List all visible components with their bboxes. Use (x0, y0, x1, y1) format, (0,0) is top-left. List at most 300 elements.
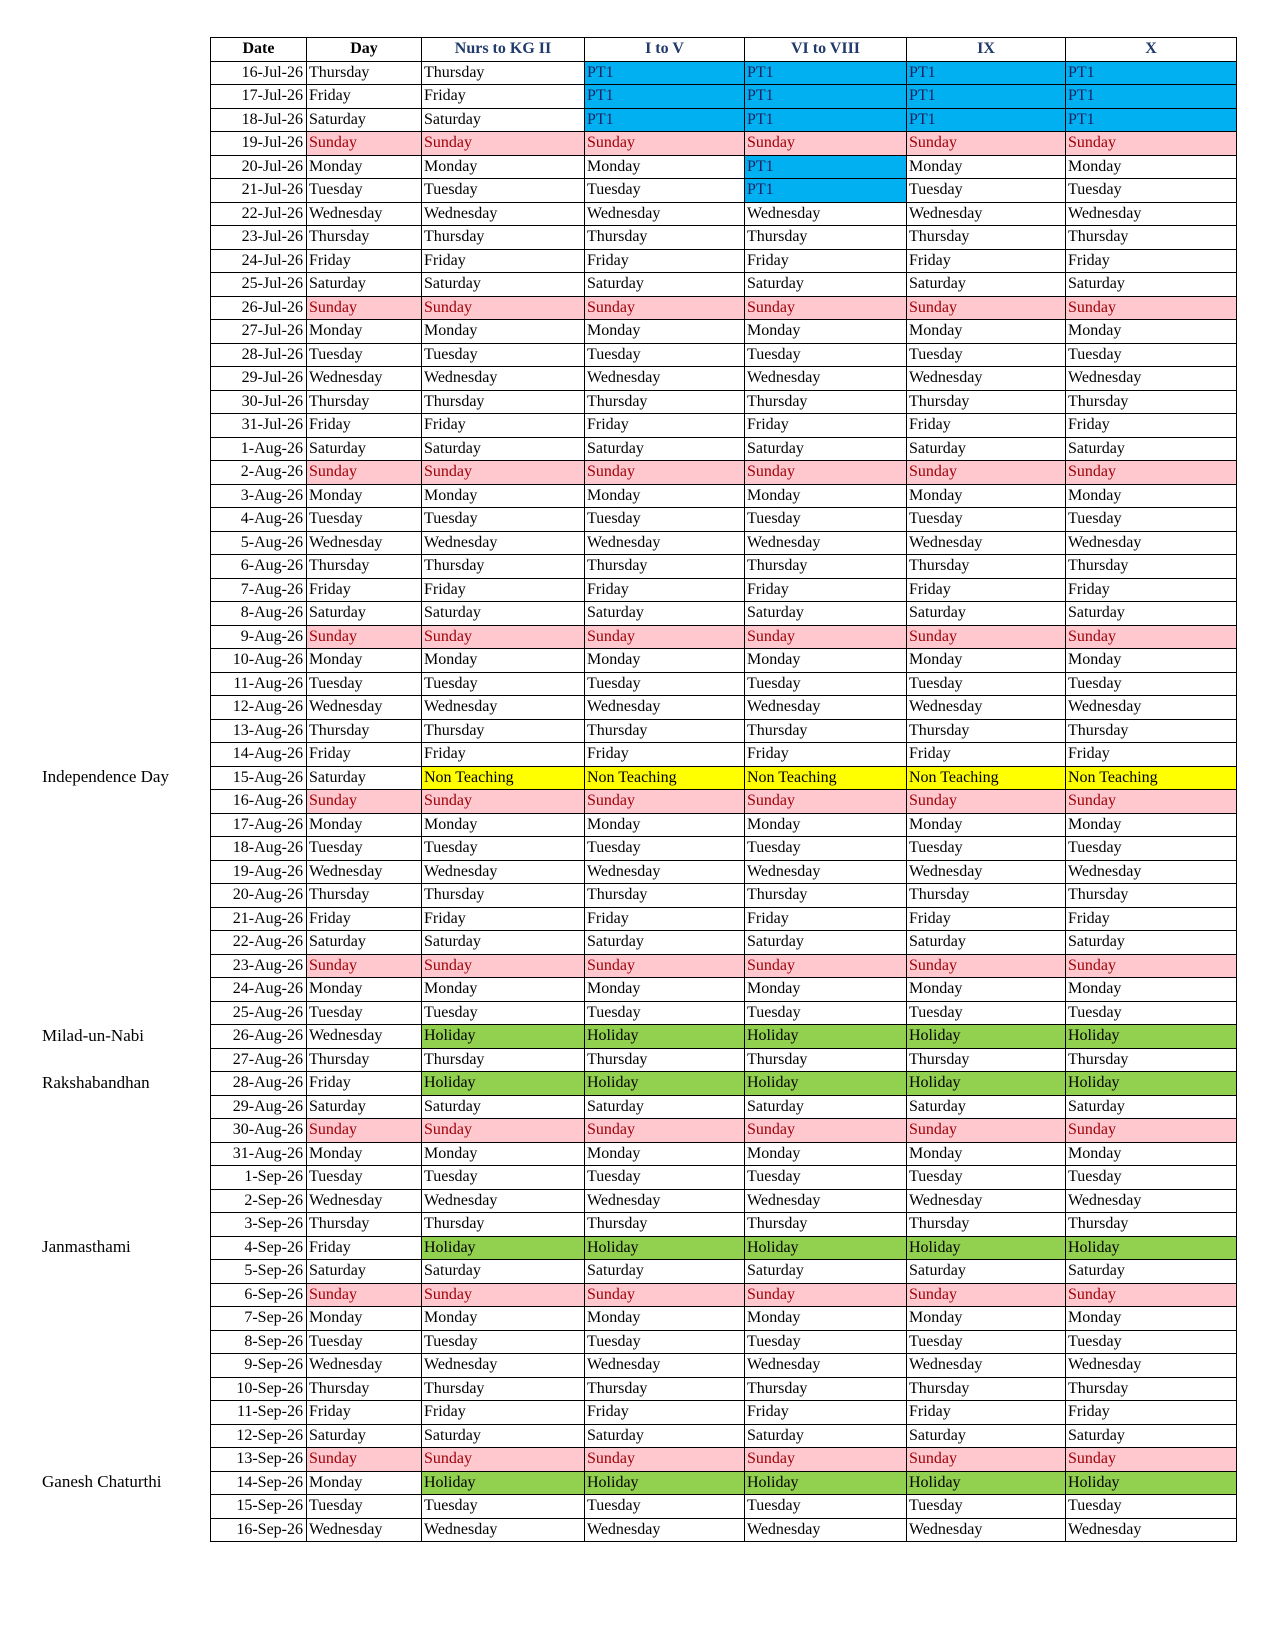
nurs-kg2-cell: Friday (422, 1401, 585, 1425)
date-cell: 21-Jul-26 (211, 179, 307, 203)
table-row (211, 1354, 1237, 1378)
day-cell: Thursday (307, 555, 422, 579)
ix-cell: Tuesday (907, 837, 1066, 861)
date-cell: 3-Sep-26 (211, 1213, 307, 1237)
nurs-kg2-cell: Thursday (422, 1048, 585, 1072)
date-cell: 8-Aug-26 (211, 602, 307, 626)
date-cell: 23-Jul-26 (211, 226, 307, 250)
nurs-kg2-cell: Wednesday (422, 860, 585, 884)
table-row (211, 1236, 1237, 1260)
nurs-kg2-cell: Friday (422, 743, 585, 767)
x-cell: Thursday (1066, 390, 1237, 414)
i-to-v-cell: Friday (585, 414, 745, 438)
date-cell: 18-Jul-26 (211, 108, 307, 132)
day-cell: Saturday (307, 931, 422, 955)
day-cell: Wednesday (307, 367, 422, 391)
vi-to-viii-cell: Sunday (745, 461, 907, 485)
nurs-kg2-cell: Saturday (422, 1424, 585, 1448)
date-cell: 2-Aug-26 (211, 461, 307, 485)
date-cell: 26-Jul-26 (211, 296, 307, 320)
i-to-v-cell: Wednesday (585, 531, 745, 555)
vi-to-viii-cell: Saturday (745, 437, 907, 461)
date-cell: 19-Jul-26 (211, 132, 307, 156)
table-row (211, 1283, 1237, 1307)
x-cell: PT1 (1066, 108, 1237, 132)
nurs-kg2-cell: Monday (422, 978, 585, 1002)
x-cell: Saturday (1066, 273, 1237, 297)
ix-cell: Friday (907, 743, 1066, 767)
x-cell: Tuesday (1066, 1166, 1237, 1190)
table-row (211, 1448, 1237, 1472)
ix-cell: Saturday (907, 1260, 1066, 1284)
i-to-v-cell: Monday (585, 155, 745, 179)
date-cell: 4-Sep-26 (211, 1236, 307, 1260)
vi-to-viii-cell: Sunday (745, 1119, 907, 1143)
table-row (211, 108, 1237, 132)
table-row (211, 484, 1237, 508)
i-to-v-cell: Wednesday (585, 1189, 745, 1213)
i-to-v-cell: Tuesday (585, 508, 745, 532)
date-cell: 28-Jul-26 (211, 343, 307, 367)
i-to-v-cell: Friday (585, 1401, 745, 1425)
header-ix: IX (907, 38, 1066, 62)
nurs-kg2-cell: Thursday (422, 884, 585, 908)
nurs-kg2-cell: Sunday (422, 296, 585, 320)
x-cell: PT1 (1066, 61, 1237, 85)
table-row (211, 296, 1237, 320)
date-cell: 5-Sep-26 (211, 1260, 307, 1284)
date-cell: 7-Sep-26 (211, 1307, 307, 1331)
date-cell: 30-Jul-26 (211, 390, 307, 414)
nurs-kg2-cell: Thursday (422, 226, 585, 250)
vi-to-viii-cell: PT1 (745, 108, 907, 132)
vi-to-viii-cell: Thursday (745, 884, 907, 908)
day-cell: Thursday (307, 390, 422, 414)
x-cell: Non Teaching (1066, 766, 1237, 790)
ix-cell: Saturday (907, 1424, 1066, 1448)
ix-cell: Monday (907, 1307, 1066, 1331)
x-cell: Saturday (1066, 437, 1237, 461)
vi-to-viii-cell: Friday (745, 249, 907, 273)
nurs-kg2-cell: Tuesday (422, 343, 585, 367)
x-cell: Monday (1066, 1142, 1237, 1166)
x-cell: Monday (1066, 813, 1237, 837)
ix-cell: Wednesday (907, 367, 1066, 391)
vi-to-viii-cell: Monday (745, 1142, 907, 1166)
ix-cell: Tuesday (907, 508, 1066, 532)
vi-to-viii-cell: Wednesday (745, 860, 907, 884)
i-to-v-cell: Monday (585, 813, 745, 837)
day-cell: Tuesday (307, 508, 422, 532)
day-cell: Monday (307, 320, 422, 344)
table-row (211, 978, 1237, 1002)
x-cell: Monday (1066, 320, 1237, 344)
i-to-v-cell: Friday (585, 249, 745, 273)
nurs-kg2-cell: Monday (422, 1142, 585, 1166)
i-to-v-cell: Monday (585, 978, 745, 1002)
nurs-kg2-cell: Thursday (422, 390, 585, 414)
x-cell: Saturday (1066, 1260, 1237, 1284)
nurs-kg2-cell: Friday (422, 249, 585, 273)
i-to-v-cell: Wednesday (585, 860, 745, 884)
nurs-kg2-cell: Tuesday (422, 837, 585, 861)
vi-to-viii-cell: Saturday (745, 602, 907, 626)
x-cell: PT1 (1066, 85, 1237, 109)
date-cell: 29-Aug-26 (211, 1095, 307, 1119)
ix-cell: Monday (907, 978, 1066, 1002)
x-cell: Friday (1066, 414, 1237, 438)
vi-to-viii-cell: PT1 (745, 155, 907, 179)
table-row (211, 860, 1237, 884)
vi-to-viii-cell: Friday (745, 578, 907, 602)
vi-to-viii-cell: Saturday (745, 1424, 907, 1448)
nurs-kg2-cell: Tuesday (422, 1330, 585, 1354)
vi-to-viii-cell: Tuesday (745, 1166, 907, 1190)
ix-cell: PT1 (907, 85, 1066, 109)
nurs-kg2-cell: Tuesday (422, 179, 585, 203)
day-cell: Sunday (307, 296, 422, 320)
nurs-kg2-cell: Tuesday (422, 1001, 585, 1025)
table-row (211, 719, 1237, 743)
i-to-v-cell: Wednesday (585, 696, 745, 720)
vi-to-viii-cell: Thursday (745, 1213, 907, 1237)
ix-cell: Saturday (907, 931, 1066, 955)
ix-cell: Tuesday (907, 672, 1066, 696)
holiday-note: Rakshabandhan (42, 1072, 150, 1092)
day-cell: Wednesday (307, 1354, 422, 1378)
header-row (211, 38, 1237, 62)
i-to-v-cell: Saturday (585, 273, 745, 297)
date-cell: 22-Jul-26 (211, 202, 307, 226)
day-cell: Friday (307, 743, 422, 767)
ix-cell: Sunday (907, 1283, 1066, 1307)
date-cell: 13-Sep-26 (211, 1448, 307, 1472)
x-cell: Sunday (1066, 461, 1237, 485)
ix-cell: Friday (907, 907, 1066, 931)
table-row (211, 602, 1237, 626)
vi-to-viii-cell: Holiday (745, 1236, 907, 1260)
day-cell: Saturday (307, 1260, 422, 1284)
nurs-kg2-cell: Holiday (422, 1025, 585, 1049)
day-cell: Wednesday (307, 1189, 422, 1213)
vi-to-viii-cell: Tuesday (745, 1330, 907, 1354)
vi-to-viii-cell: Monday (745, 1307, 907, 1331)
day-cell: Wednesday (307, 696, 422, 720)
table-row (211, 367, 1237, 391)
nurs-kg2-cell: Wednesday (422, 1354, 585, 1378)
table-row (211, 1330, 1237, 1354)
date-cell: 31-Jul-26 (211, 414, 307, 438)
x-cell: Thursday (1066, 719, 1237, 743)
date-cell: 9-Aug-26 (211, 625, 307, 649)
x-cell: Monday (1066, 155, 1237, 179)
date-cell: 11-Aug-26 (211, 672, 307, 696)
i-to-v-cell: Sunday (585, 954, 745, 978)
x-cell: Sunday (1066, 790, 1237, 814)
nurs-kg2-cell: Monday (422, 155, 585, 179)
date-cell: 15-Aug-26 (211, 766, 307, 790)
ix-cell: Tuesday (907, 343, 1066, 367)
date-cell: 16-Jul-26 (211, 61, 307, 85)
day-cell: Tuesday (307, 1166, 422, 1190)
vi-to-viii-cell: Thursday (745, 719, 907, 743)
date-cell: 5-Aug-26 (211, 531, 307, 555)
vi-to-viii-cell: Saturday (745, 1260, 907, 1284)
ix-cell: Sunday (907, 132, 1066, 156)
table-row (211, 226, 1237, 250)
nurs-kg2-cell: Tuesday (422, 508, 585, 532)
nurs-kg2-cell: Non Teaching (422, 766, 585, 790)
x-cell: Wednesday (1066, 1354, 1237, 1378)
x-cell: Wednesday (1066, 531, 1237, 555)
date-cell: 14-Aug-26 (211, 743, 307, 767)
x-cell: Holiday (1066, 1236, 1237, 1260)
date-cell: 7-Aug-26 (211, 578, 307, 602)
table-row (211, 555, 1237, 579)
x-cell: Saturday (1066, 1095, 1237, 1119)
i-to-v-cell: Thursday (585, 226, 745, 250)
i-to-v-cell: Saturday (585, 1424, 745, 1448)
day-cell: Saturday (307, 766, 422, 790)
vi-to-viii-cell: Tuesday (745, 837, 907, 861)
table-row (211, 1213, 1237, 1237)
nurs-kg2-cell: Friday (422, 414, 585, 438)
i-to-v-cell: Holiday (585, 1025, 745, 1049)
table-row (211, 649, 1237, 673)
nurs-kg2-cell: Monday (422, 813, 585, 837)
nurs-kg2-cell: Monday (422, 649, 585, 673)
nurs-kg2-cell: Saturday (422, 1260, 585, 1284)
day-cell: Monday (307, 1307, 422, 1331)
vi-to-viii-cell: Friday (745, 414, 907, 438)
vi-to-viii-cell: PT1 (745, 179, 907, 203)
day-cell: Monday (307, 1142, 422, 1166)
day-cell: Sunday (307, 461, 422, 485)
day-cell: Thursday (307, 1377, 422, 1401)
ix-cell: Tuesday (907, 1495, 1066, 1519)
nurs-kg2-cell: Thursday (422, 1213, 585, 1237)
ix-cell: Sunday (907, 461, 1066, 485)
vi-to-viii-cell: Friday (745, 1401, 907, 1425)
date-cell: 25-Jul-26 (211, 273, 307, 297)
x-cell: Sunday (1066, 296, 1237, 320)
nurs-kg2-cell: Saturday (422, 437, 585, 461)
i-to-v-cell: Sunday (585, 625, 745, 649)
day-cell: Tuesday (307, 179, 422, 203)
date-cell: 29-Jul-26 (211, 367, 307, 391)
i-to-v-cell: Wednesday (585, 202, 745, 226)
vi-to-viii-cell: Tuesday (745, 1001, 907, 1025)
ix-cell: Sunday (907, 1119, 1066, 1143)
i-to-v-cell: Wednesday (585, 1518, 745, 1542)
ix-cell: Saturday (907, 1095, 1066, 1119)
date-cell: 23-Aug-26 (211, 954, 307, 978)
x-cell: Holiday (1066, 1072, 1237, 1096)
i-to-v-cell: Non Teaching (585, 766, 745, 790)
day-cell: Wednesday (307, 202, 422, 226)
date-cell: 12-Sep-26 (211, 1424, 307, 1448)
nurs-kg2-cell: Sunday (422, 1283, 585, 1307)
ix-cell: Holiday (907, 1236, 1066, 1260)
x-cell: Friday (1066, 249, 1237, 273)
i-to-v-cell: Wednesday (585, 1354, 745, 1378)
day-cell: Friday (307, 414, 422, 438)
vi-to-viii-cell: Holiday (745, 1471, 907, 1495)
table-row (211, 954, 1237, 978)
header-x: X (1066, 38, 1237, 62)
vi-to-viii-cell: Saturday (745, 931, 907, 955)
i-to-v-cell: Tuesday (585, 1495, 745, 1519)
date-cell: 16-Aug-26 (211, 790, 307, 814)
i-to-v-cell: Friday (585, 907, 745, 931)
date-cell: 3-Aug-26 (211, 484, 307, 508)
vi-to-viii-cell: Monday (745, 813, 907, 837)
ix-cell: Wednesday (907, 860, 1066, 884)
x-cell: Holiday (1066, 1025, 1237, 1049)
nurs-kg2-cell: Wednesday (422, 531, 585, 555)
vi-to-viii-cell: Tuesday (745, 508, 907, 532)
day-cell: Saturday (307, 1424, 422, 1448)
ix-cell: Sunday (907, 625, 1066, 649)
day-cell: Thursday (307, 1213, 422, 1237)
date-cell: 19-Aug-26 (211, 860, 307, 884)
nurs-kg2-cell: Wednesday (422, 202, 585, 226)
x-cell: Tuesday (1066, 1330, 1237, 1354)
vi-to-viii-cell: Thursday (745, 390, 907, 414)
x-cell: Friday (1066, 743, 1237, 767)
table-row (211, 249, 1237, 273)
day-cell: Monday (307, 1471, 422, 1495)
table-row (211, 696, 1237, 720)
ix-cell: Monday (907, 813, 1066, 837)
day-cell: Sunday (307, 790, 422, 814)
x-cell: Saturday (1066, 1424, 1237, 1448)
vi-to-viii-cell: Saturday (745, 1095, 907, 1119)
table-row (211, 390, 1237, 414)
ix-cell: Saturday (907, 602, 1066, 626)
day-cell: Tuesday (307, 1330, 422, 1354)
date-cell: 26-Aug-26 (211, 1025, 307, 1049)
table-row (211, 508, 1237, 532)
header-vi-to-viii: VI to VIII (745, 38, 907, 62)
i-to-v-cell: Sunday (585, 132, 745, 156)
day-cell: Wednesday (307, 1518, 422, 1542)
x-cell: Monday (1066, 978, 1237, 1002)
i-to-v-cell: Thursday (585, 555, 745, 579)
nurs-kg2-cell: Wednesday (422, 367, 585, 391)
nurs-kg2-cell: Saturday (422, 108, 585, 132)
table-row (211, 813, 1237, 837)
i-to-v-cell: Thursday (585, 1377, 745, 1401)
i-to-v-cell: Thursday (585, 884, 745, 908)
x-cell: Wednesday (1066, 1189, 1237, 1213)
header-i-to-v: I to V (585, 38, 745, 62)
i-to-v-cell: Wednesday (585, 367, 745, 391)
day-cell: Thursday (307, 1048, 422, 1072)
table-row (211, 1142, 1237, 1166)
date-cell: 6-Aug-26 (211, 555, 307, 579)
vi-to-viii-cell: Thursday (745, 555, 907, 579)
vi-to-viii-cell: Wednesday (745, 531, 907, 555)
table-row (211, 1307, 1237, 1331)
vi-to-viii-cell: Monday (745, 484, 907, 508)
table-row (211, 1048, 1237, 1072)
day-cell: Thursday (307, 61, 422, 85)
day-cell: Thursday (307, 884, 422, 908)
academic-calendar-table (210, 37, 1237, 1542)
nurs-kg2-cell: Tuesday (422, 672, 585, 696)
nurs-kg2-cell: Holiday (422, 1471, 585, 1495)
date-cell: 27-Aug-26 (211, 1048, 307, 1072)
x-cell: Thursday (1066, 1377, 1237, 1401)
nurs-kg2-cell: Sunday (422, 1119, 585, 1143)
x-cell: Tuesday (1066, 343, 1237, 367)
date-cell: 20-Jul-26 (211, 155, 307, 179)
ix-cell: Holiday (907, 1025, 1066, 1049)
x-cell: Sunday (1066, 1283, 1237, 1307)
vi-to-viii-cell: Tuesday (745, 672, 907, 696)
ix-cell: Tuesday (907, 1166, 1066, 1190)
table-row (211, 790, 1237, 814)
date-cell: 24-Aug-26 (211, 978, 307, 1002)
day-cell: Friday (307, 249, 422, 273)
i-to-v-cell: Friday (585, 743, 745, 767)
i-to-v-cell: Sunday (585, 461, 745, 485)
day-cell: Friday (307, 578, 422, 602)
day-cell: Sunday (307, 625, 422, 649)
date-cell: 18-Aug-26 (211, 837, 307, 861)
ix-cell: Monday (907, 484, 1066, 508)
ix-cell: Monday (907, 320, 1066, 344)
ix-cell: Thursday (907, 390, 1066, 414)
i-to-v-cell: Saturday (585, 437, 745, 461)
x-cell: Monday (1066, 1307, 1237, 1331)
i-to-v-cell: Monday (585, 320, 745, 344)
vi-to-viii-cell: Wednesday (745, 367, 907, 391)
i-to-v-cell: Monday (585, 649, 745, 673)
header-nurs-to-kg2: Nurs to KG II (422, 38, 585, 62)
holiday-note: Janmasthami (42, 1237, 131, 1256)
day-cell: Wednesday (307, 1025, 422, 1049)
table-row (211, 179, 1237, 203)
holiday-note: Milad-un-Nabi (42, 1025, 144, 1045)
vi-to-viii-cell: Wednesday (745, 202, 907, 226)
x-cell: Wednesday (1066, 367, 1237, 391)
vi-to-viii-cell: Thursday (745, 1377, 907, 1401)
x-cell: Holiday (1066, 1471, 1237, 1495)
nurs-kg2-cell: Sunday (422, 790, 585, 814)
x-cell: Sunday (1066, 1448, 1237, 1472)
day-cell: Wednesday (307, 860, 422, 884)
x-cell: Tuesday (1066, 508, 1237, 532)
i-to-v-cell: Sunday (585, 1448, 745, 1472)
ix-cell: Wednesday (907, 1518, 1066, 1542)
x-cell: Thursday (1066, 884, 1237, 908)
table-row (211, 320, 1237, 344)
ix-cell: PT1 (907, 61, 1066, 85)
x-cell: Wednesday (1066, 696, 1237, 720)
ix-cell: Thursday (907, 226, 1066, 250)
date-cell: 9-Sep-26 (211, 1354, 307, 1378)
nurs-kg2-cell: Thursday (422, 555, 585, 579)
table-row (211, 1495, 1237, 1519)
day-cell: Saturday (307, 437, 422, 461)
day-cell: Monday (307, 813, 422, 837)
day-cell: Tuesday (307, 837, 422, 861)
x-cell: Friday (1066, 1401, 1237, 1425)
ix-cell: Wednesday (907, 202, 1066, 226)
table-row (211, 1377, 1237, 1401)
